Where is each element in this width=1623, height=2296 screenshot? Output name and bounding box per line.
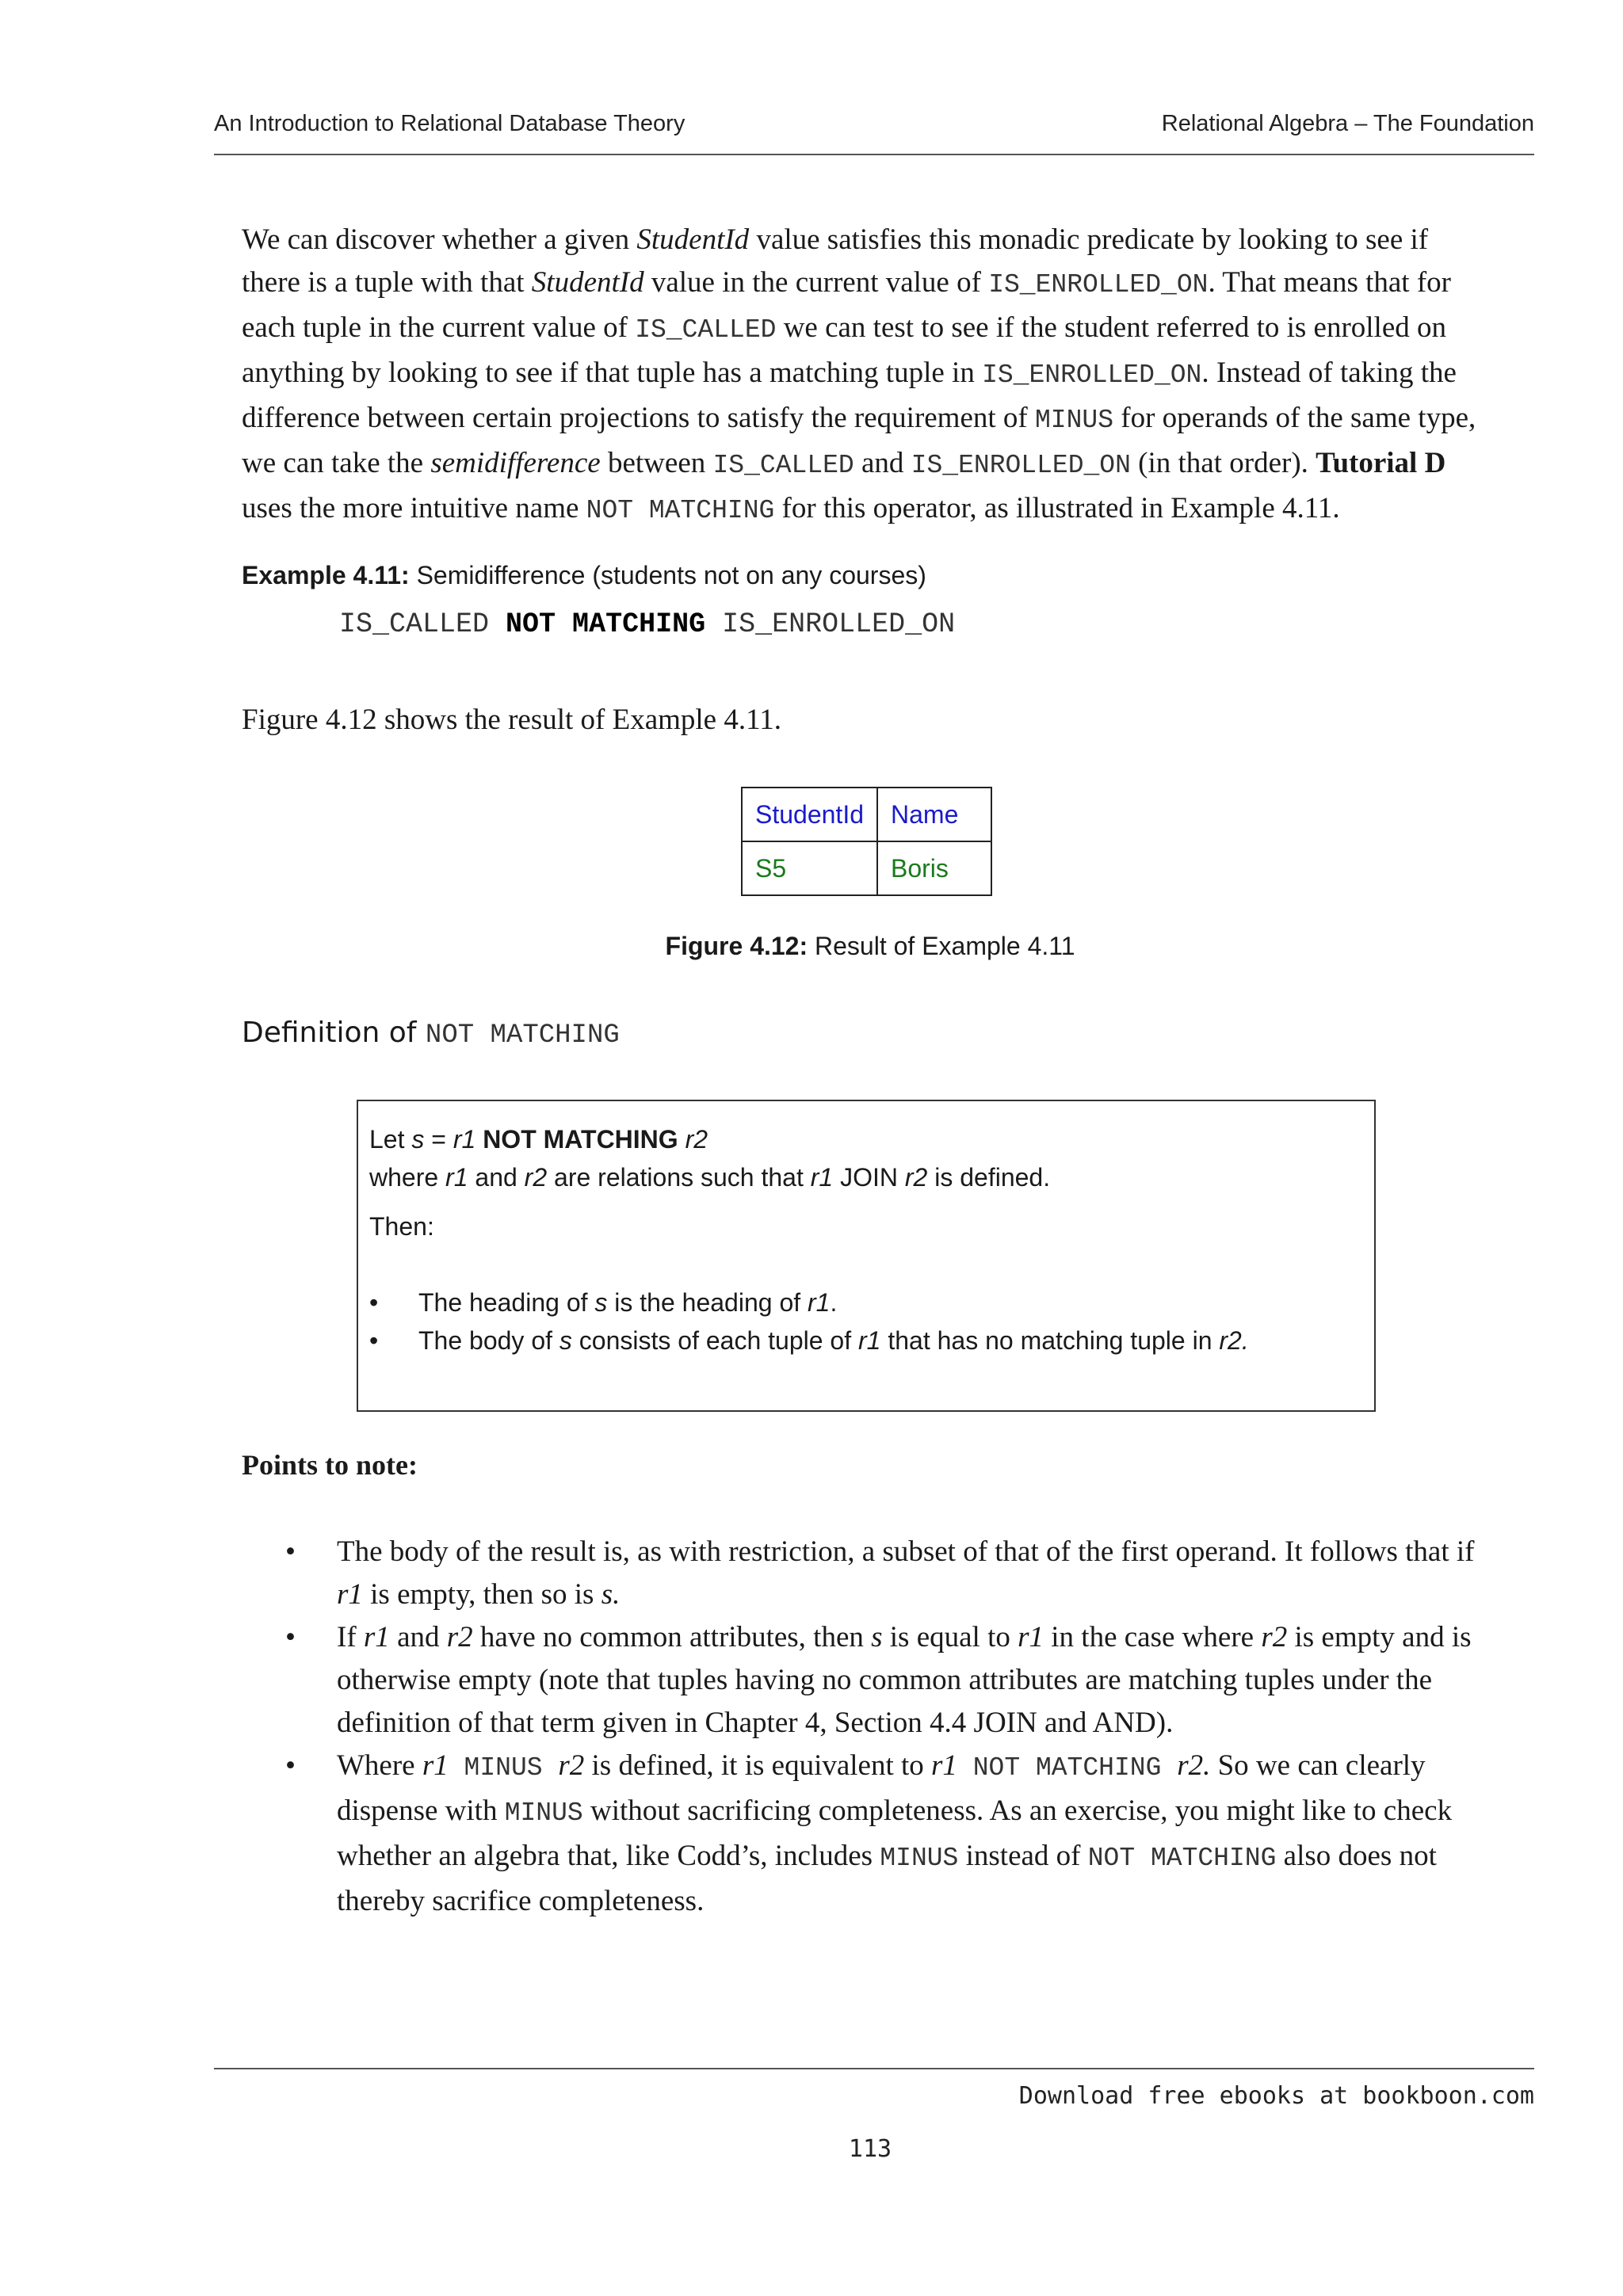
definition-heading xyxy=(242,1016,620,1051)
page-number: 113 xyxy=(848,2135,892,2163)
text: in the case where xyxy=(1044,1621,1262,1653)
example-label: Example 4.11: xyxy=(242,561,410,589)
figure-label: Figure 4.12: xyxy=(665,932,808,960)
bullet-icon: • xyxy=(369,1288,379,1317)
point-item xyxy=(337,1616,1472,1745)
point-line xyxy=(337,1573,1474,1616)
code-part: IS_CALLED xyxy=(339,608,506,640)
text-italic: StudentId xyxy=(636,223,750,256)
table-header-row xyxy=(742,788,991,841)
text: also does not xyxy=(1276,1840,1437,1872)
code-inline: MINUS xyxy=(448,1753,559,1783)
code-inline: NOT MATCHING xyxy=(957,1753,1178,1783)
text: The body of xyxy=(418,1326,559,1355)
text-italic: r2 xyxy=(558,1749,585,1782)
text: Let xyxy=(369,1125,412,1154)
text: . xyxy=(830,1288,838,1317)
text: is defined, it is equivalent to xyxy=(584,1749,932,1782)
intro-line xyxy=(242,219,1476,261)
text: are relations such that xyxy=(547,1163,811,1192)
figure-text: Result of Example 4.11 xyxy=(808,932,1075,960)
points-title: Points to note: xyxy=(242,1449,418,1481)
text: we can take the xyxy=(242,447,431,479)
text: have no common attributes, then xyxy=(472,1621,872,1653)
text: uses the more intuitive name xyxy=(242,492,586,524)
text: instead of xyxy=(958,1840,1088,1872)
table-header-cell: StudentId xyxy=(742,788,877,841)
text: If xyxy=(337,1621,364,1653)
point-item xyxy=(337,1531,1474,1616)
text: and xyxy=(389,1621,447,1653)
text-italic: r2. xyxy=(1177,1749,1211,1782)
header-rule xyxy=(214,154,1534,155)
code-inline: IS_ENROLLED_ON xyxy=(982,360,1202,390)
text: anything by looking to see if that tuple has a matching tuple in xyxy=(242,357,983,389)
text-italic: StudentId xyxy=(531,266,644,299)
text: is empty, then so is xyxy=(362,1578,601,1611)
text-italic: r1 xyxy=(453,1125,476,1154)
code-inline: MINUS xyxy=(1035,406,1114,435)
intro-line xyxy=(242,307,1476,352)
text: JOIN xyxy=(833,1163,905,1192)
footer-rule xyxy=(214,2068,1534,2069)
code-inline: NOT MATCHING xyxy=(425,1020,620,1051)
text: is empty and is xyxy=(1287,1621,1472,1653)
figure-intro: Figure 4.12 shows the result of Example 4.11. xyxy=(242,704,781,736)
text-italic: r2 xyxy=(1261,1621,1288,1653)
text: So we can clearly xyxy=(1210,1749,1426,1782)
figure-caption xyxy=(0,932,1623,961)
text-bold: Tutorial D xyxy=(1316,447,1446,479)
text: We can discover whether a given xyxy=(242,223,637,256)
intro-paragraph xyxy=(242,219,1476,532)
text: value in the current value of xyxy=(643,266,989,299)
point-line: otherwise empty (note that tuples having no common attributes are matching tuples under the xyxy=(337,1664,1433,1696)
intro-line xyxy=(242,442,1476,487)
text-italic: r1 xyxy=(445,1163,468,1192)
definition-where xyxy=(369,1163,1050,1192)
code-inline: NOT MATCHING xyxy=(586,496,775,525)
code-inline: IS_CALLED xyxy=(635,315,777,345)
text: difference between certain projections to satisfy the requirement of xyxy=(242,402,1035,434)
text: and xyxy=(468,1163,525,1192)
text: is defined. xyxy=(927,1163,1051,1192)
text-italic: s. xyxy=(601,1578,621,1611)
text: where xyxy=(369,1163,446,1192)
text-italic: semidifference xyxy=(430,447,601,479)
text: = xyxy=(424,1125,453,1154)
text-italic: r1 xyxy=(337,1578,363,1611)
text-italic: r1 xyxy=(808,1288,831,1317)
text: is the heading of xyxy=(607,1288,808,1317)
text-bold: NOT MATCHING xyxy=(475,1125,678,1154)
text-italic: r1 xyxy=(931,1749,957,1782)
example-text: Semidifference (students not on any courses) xyxy=(409,561,926,589)
point-line xyxy=(337,1745,1452,1790)
intro-line xyxy=(242,352,1476,397)
text: without sacrificing completeness. As an exercise, you might like to check xyxy=(582,1794,1453,1827)
text: Definition of xyxy=(242,1016,426,1049)
code-inline: MINUS xyxy=(504,1798,583,1828)
code-inline: IS_ENROLLED_ON xyxy=(988,270,1209,299)
table-cell: S5 xyxy=(742,841,877,895)
text: consists of each tuple of xyxy=(571,1326,858,1355)
text: there is a tuple with that xyxy=(242,266,532,299)
text: whether an algebra that, like Codd’s, includes xyxy=(337,1840,880,1872)
text: The heading of xyxy=(418,1288,595,1317)
bullet-icon: • xyxy=(369,1326,379,1355)
point-item xyxy=(337,1745,1452,1923)
text-italic: s xyxy=(871,1621,883,1653)
bullet-icon: • xyxy=(285,1535,296,1568)
code-inline: NOT MATCHING xyxy=(1087,1844,1277,1873)
text-italic: r2. xyxy=(1219,1326,1249,1355)
text-italic: s xyxy=(411,1125,425,1154)
code-part: IS_ENROLLED_ON xyxy=(705,608,956,640)
text: value satisfies this monadic predicate by looking to see if xyxy=(749,223,1429,256)
intro-line xyxy=(242,397,1476,442)
text: we can test to see if the student referred to is enrolled on xyxy=(776,311,1446,344)
definition-box xyxy=(357,1100,1376,1412)
result-table xyxy=(741,787,992,896)
intro-line xyxy=(242,261,1476,307)
text: . Instead of taking the xyxy=(1201,357,1457,389)
text: Where xyxy=(337,1749,422,1782)
text: for operands of the same type, xyxy=(1113,402,1476,434)
running-header-right: Relational Algebra – The Foundation xyxy=(1161,111,1534,136)
text-italic: s xyxy=(559,1326,572,1355)
text: is equal to xyxy=(882,1621,1018,1653)
running-header-left: An Introduction to Relational Database Theory xyxy=(214,111,685,136)
text-italic: r2 xyxy=(904,1163,928,1192)
point-line xyxy=(337,1835,1452,1880)
point-line: thereby sacrifice completeness. xyxy=(337,1885,705,1917)
text: for this operator, as illustrated in Example 4.11. xyxy=(774,492,1340,524)
text-italic: r2 xyxy=(524,1163,548,1192)
text: . That means that for xyxy=(1208,266,1451,299)
intro-line xyxy=(242,487,1476,532)
text: between xyxy=(600,447,713,479)
table-header-cell: Name xyxy=(877,788,991,841)
text: (in that order). xyxy=(1130,447,1316,479)
code-inline: IS_ENROLLED_ON xyxy=(911,451,1131,480)
text: dispense with xyxy=(337,1794,505,1827)
text-italic: r1 xyxy=(810,1163,834,1192)
table-row xyxy=(742,841,991,895)
text: each tuple in the current value of xyxy=(242,311,636,344)
bullet-icon: • xyxy=(285,1749,296,1782)
text-italic: r1 xyxy=(422,1749,449,1782)
code-inline: MINUS xyxy=(880,1844,959,1873)
point-line: The body of the result is, as with restriction, a subset of that of the first operand. It follows that if xyxy=(337,1535,1475,1568)
text-italic: r2 xyxy=(678,1125,708,1154)
bullet-icon: • xyxy=(285,1621,296,1653)
text-italic: r1 xyxy=(363,1621,390,1653)
point-line xyxy=(337,1616,1472,1659)
table-cell: Boris xyxy=(877,841,991,895)
definition-then: Then: xyxy=(369,1212,434,1241)
text-italic: s xyxy=(594,1288,608,1317)
example-title xyxy=(242,561,926,590)
text-italic: r2 xyxy=(446,1621,473,1653)
definition-bullet xyxy=(418,1326,1249,1356)
code-keyword: NOT MATCHING xyxy=(506,608,706,640)
definition-bullet xyxy=(418,1288,837,1318)
text: that has no matching tuple in xyxy=(880,1326,1220,1355)
point-line: definition of that term given in Chapter 4, Section 4.4 JOIN and AND). xyxy=(337,1707,1174,1739)
text-italic: r1 xyxy=(1018,1621,1044,1653)
example-code xyxy=(339,608,955,640)
text: and xyxy=(854,447,911,479)
text-italic: r1 xyxy=(857,1326,881,1355)
code-inline: IS_CALLED xyxy=(712,451,854,480)
definition-let xyxy=(369,1125,708,1154)
point-line xyxy=(337,1790,1452,1835)
footer-link[interactable]: Download free ebooks at bookboon.com xyxy=(1018,2082,1534,2110)
